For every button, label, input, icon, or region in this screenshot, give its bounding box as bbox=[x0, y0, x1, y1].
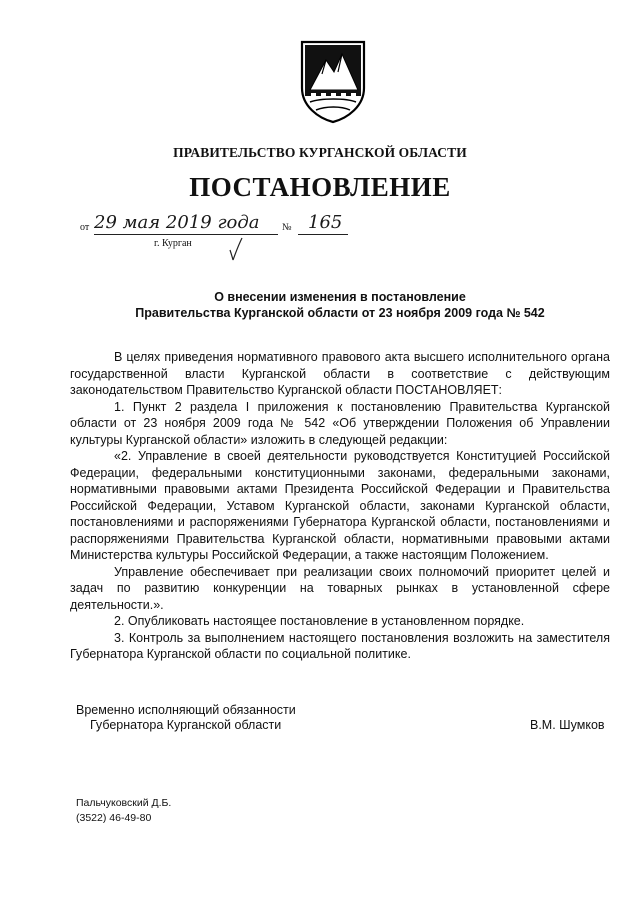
signatory-role-line-2: Губернатора Курганской области bbox=[90, 718, 282, 732]
signatory-role bbox=[76, 703, 296, 733]
city-name: г. Курган bbox=[154, 238, 192, 249]
subject-line-2: Правительства Курганской области от 23 ноября 2009 года № 542 bbox=[135, 306, 545, 320]
document-type-title: ПОСТАНОВЛЕНИЕ bbox=[189, 172, 451, 202]
document-body bbox=[70, 349, 610, 663]
body-paragraph: «2. Управление в своей деятельности руководствуется Конституцией Российской Федерации, федеральными конституционными законами, федеральными законами, нормативными правовыми актами Президента Российской Федерации и Правительства Российской Федерации, Уставом Курганской области, законами Курганской области, постановлениями и распоряжениями Губернатора Курганской области, постановлениями и распоряжениями Правительства Курганской области, нормативными правовыми актами Министерства культуры Российской Федерации, а также настоящим Положением. bbox=[70, 449, 610, 562]
body-paragraph: В целях приведения нормативного правового акта высшего исполнительного органа государственной власти Курганской области в соответствие с действующим законодательством Правительство Курганской области ПОСТАНОВЛЯЕТ: bbox=[70, 350, 610, 397]
body-paragraph: 2. Опубликовать настоящее постановление в установленном порядке. bbox=[114, 614, 525, 628]
number-prefix: № bbox=[282, 222, 292, 233]
handwritten-number: 165 bbox=[308, 212, 343, 233]
executor-phone: (3522) 46-49-80 bbox=[76, 812, 152, 824]
executor-name: Пальчуковский Д.Б. bbox=[76, 797, 172, 809]
body-paragraph: 1. Пункт 2 раздела I приложения к постановлению Правительства Курганской области от 23 ноября 2009 года № 542 «Об утверждении Положения об Управлении культуры Курганской области» изложить в следующей редакции: bbox=[70, 399, 610, 447]
date-prefix: от bbox=[80, 222, 90, 233]
body-paragraph: 3. Контроль за выполнением настоящего постановления возложить на заместителя Губернатора Курганской области по социальной политике. bbox=[70, 630, 610, 661]
handwritten-date: 29 мая 2019 года bbox=[94, 212, 260, 233]
subject-line-1: О внесении изменения в постановление bbox=[214, 290, 466, 304]
coat-of-arms-icon bbox=[296, 38, 370, 124]
executor-info bbox=[76, 796, 171, 826]
handwritten-stroke-icon bbox=[228, 236, 248, 262]
date-field bbox=[94, 212, 278, 235]
number-field bbox=[298, 212, 348, 235]
document-subject bbox=[70, 289, 610, 321]
signatory-name: В.М. Шумков bbox=[530, 718, 605, 732]
body-paragraph: Управление обеспечивает при реализации своих полномочий приоритет целей и задач по развитию конкуренции на товарных рынках в установленной сфере деятельности.». bbox=[70, 564, 610, 612]
signatory-role-line-1: Временно исполняющий обязанности bbox=[76, 703, 296, 717]
authority-name: ПРАВИТЕЛЬСТВО КУРГАНСКОЙ ОБЛАСТИ bbox=[173, 145, 467, 160]
